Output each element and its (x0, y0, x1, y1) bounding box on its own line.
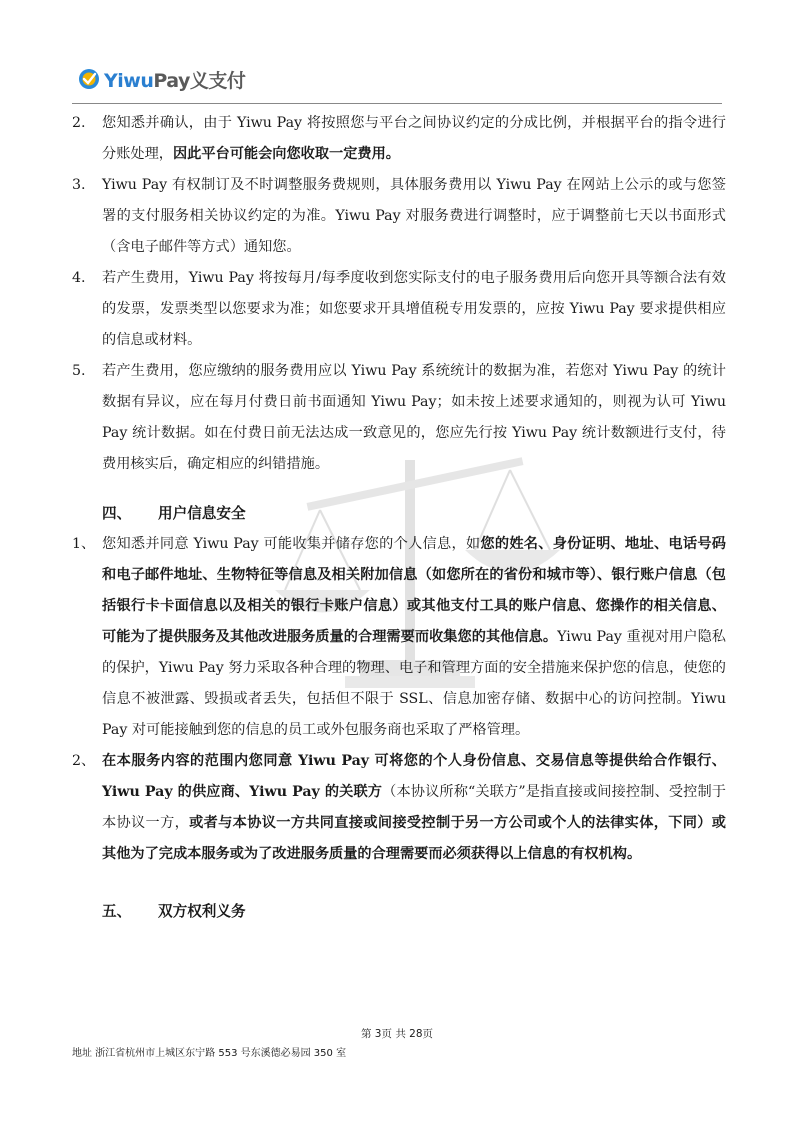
clause-item (68, 263, 726, 356)
clause-item (68, 170, 726, 263)
clause-number: 4. (72, 270, 86, 286)
clause-number: 3. (72, 177, 86, 193)
document-body (68, 108, 726, 927)
logo-cn: 义支付 (189, 69, 246, 92)
clause-text: Yiwu Pay 重视对用户隐私的保护，Yiwu Pay 努力采取各种合理的物理、电子和管理方面的安全措施来保护您的信息，使您的信息不被泄露、毁损或者丢失，包括但不限于 SSL、信息加密存储、数据中心的访问控制。Yiwu Pay 对可能接触到您的信息的员工或外包服务商也采取了严格管理。 (102, 629, 726, 738)
clause-number: 2、 (72, 753, 96, 769)
header-divider (72, 103, 722, 104)
privacy-clauses-list (68, 529, 726, 870)
logo-pay: Pay (153, 69, 190, 92)
clause-text: （本协议所称“关联方”是指直接或间接控制、受控制于本协议一方， (102, 784, 726, 831)
clause-text-bold: 或者与本协议一方共同直接或间接受控制于另一方公司或个人的法律实体，下同）或其他为了完成本服务或为了改进服务质量的合理需要而必须获得以上信息的有权机构。 (102, 815, 726, 862)
clause-number: 1、 (72, 536, 96, 552)
page-number: 第 3页 共 28页 (360, 1028, 434, 1040)
clause-text-bold: 您的姓名、身份证明、地址、电话号码和电子邮件地址、生物特征等信息及相关附加信息（如您所在的省份和城市等）、银行账户信息（包括银行卡卡面信息以及相关的银行卡账户信息）或其他支付工具的账户信息、您操作的相关信息、可能为了提供服务及其他改进服务质量的合理需要而收集您的其他信息。 (102, 536, 726, 645)
clause-text-bold: 因此平台可能会向您收取一定费用。 (172, 146, 400, 162)
section-4-title: 用户信息安全 (158, 505, 246, 522)
clause-text: 若产生费用，您应缴纳的服务费用应以 Yiwu Pay 系统统计的数据为准，若您对 Yiwu Pay 的统计数据有异议，应在每月付费日前书面通知 Yiwu Pay；如未按上述要求通知的，则视为认可 Yiwu Pay 统计数据。如在付费日前无法达成一致意见的，您应先行按 Yiwu Pay 统计数额进行支付，待费用核实后，确定相应的纠错措施。 (102, 363, 726, 472)
clause-text: Yiwu Pay 有权制订及不时调整服务费规则，具体服务费用以 Yiwu Pay 在网站上公示的或与您签署的支付服务相关协议约定的为准。Yiwu Pay 对服务费进行调整时，应于调整前七天以书面形式（含电子邮件等方式）通知您。 (102, 177, 726, 255)
logo-check-icon (78, 68, 100, 90)
clause-item (68, 108, 726, 170)
section-5-number: 五、 (102, 903, 132, 920)
clause-item (68, 529, 726, 746)
footer-address: 地址 浙江省杭州市上城区东宁路 553 号东溪德必易园 350 室 (72, 1048, 347, 1059)
clause-text-bold: 在本服务内容的范围内您同意 Yiwu Pay 可将您的个人身份信息、交易信息等提供给合作银行、Yiwu Pay 的供应商、Yiwu Pay 的关联方 (102, 753, 726, 800)
clause-number: 2. (72, 115, 86, 131)
clause-item (68, 746, 726, 870)
fee-clauses-list (68, 108, 726, 480)
logo-yiwu: Yiwu (104, 69, 154, 92)
clause-text: 您知悉并确认，由于 Yiwu Pay 将按照您与平台之间协议约定的分成比例，并根据平台的指令进行分账处理， (102, 115, 726, 162)
section-4-heading (68, 498, 726, 529)
clause-text: 您知悉并同意 Yiwu Pay 可能收集并储存您的个人信息，如 (102, 536, 481, 552)
section-5-title: 双方权利义务 (158, 903, 246, 920)
clause-number: 5. (72, 363, 86, 379)
section-5-heading (68, 896, 726, 927)
clause-item (68, 356, 726, 480)
header-logo (78, 64, 245, 94)
clause-text: 若产生费用，Yiwu Pay 将按每月/每季度收到您实际支付的电子服务费用后向您开具等额合法有效的发票，发票类型以您要求为准；如您要求开具增值税专用发票的，应按 Yiwu Pay 要求提供相应的信息或材料。 (102, 270, 726, 348)
section-4-number: 四、 (102, 505, 132, 522)
